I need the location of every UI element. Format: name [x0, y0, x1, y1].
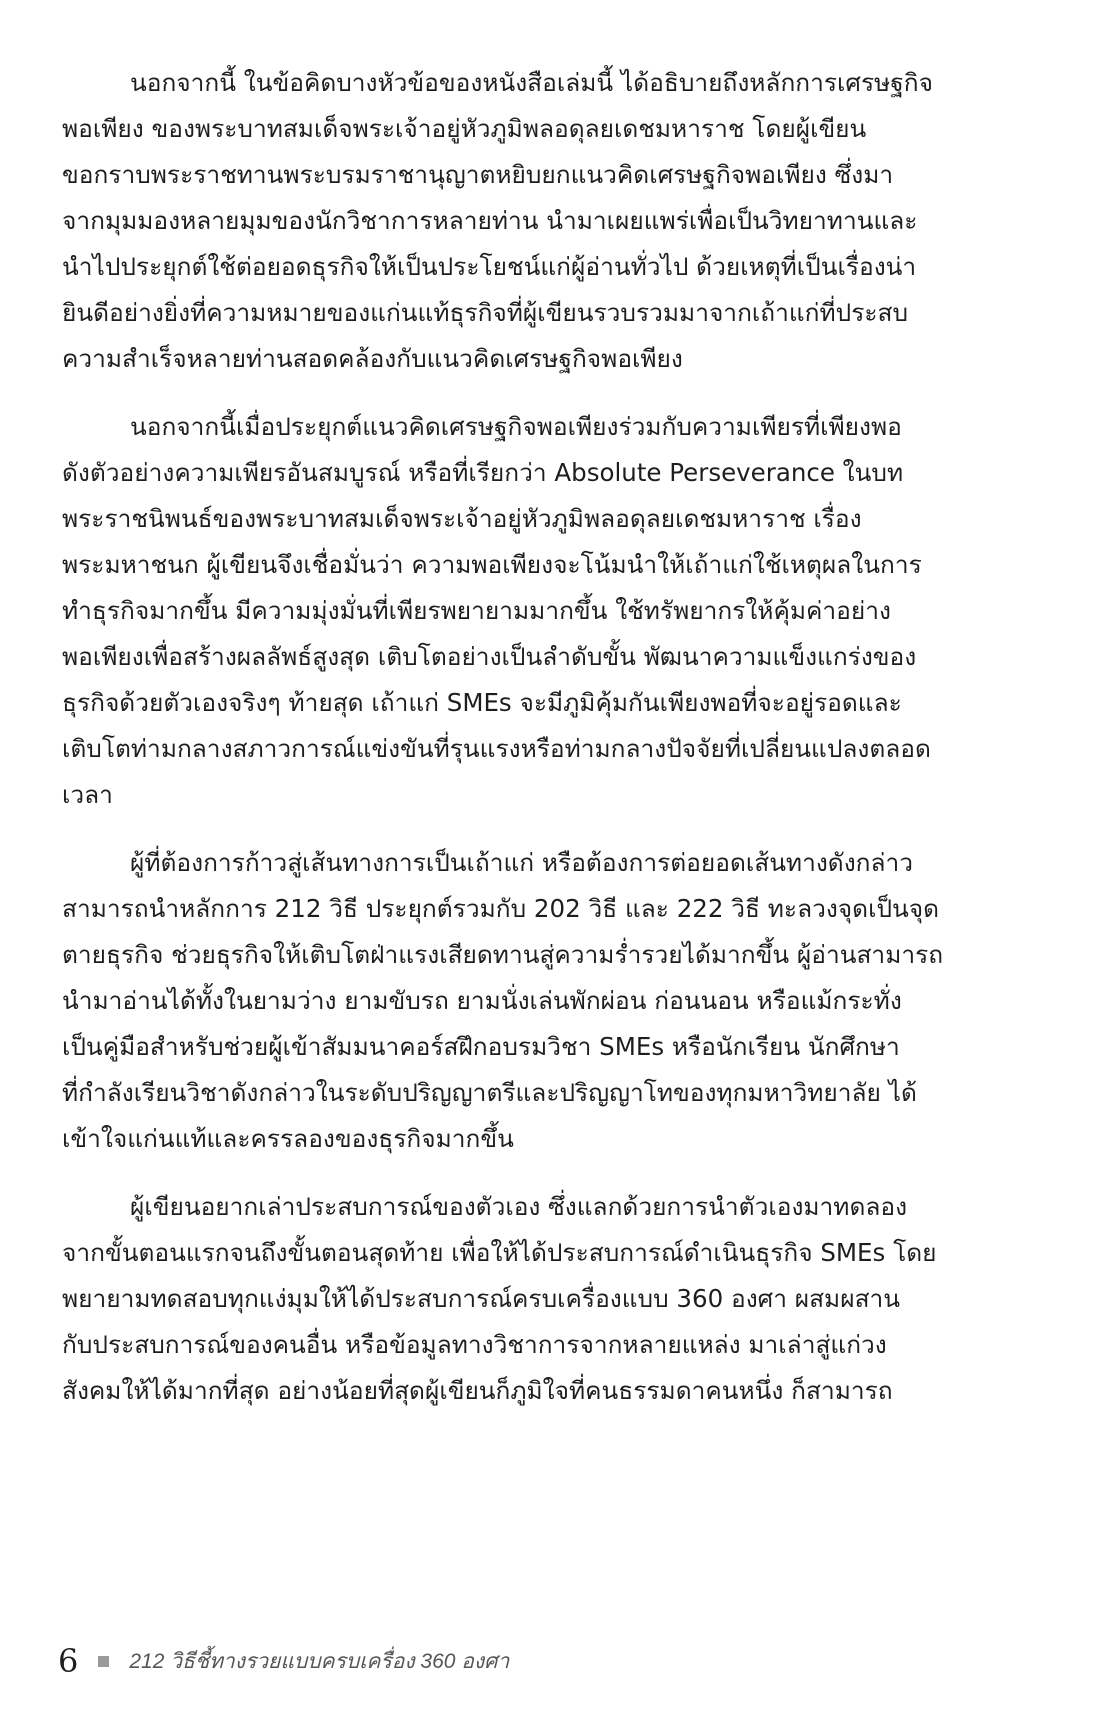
- paragraph-2: [62, 404, 1042, 818]
- text-line: ดังตัวอย่างความเพียรอันสมบูรณ์ หรือที่เรียกว่า Absolute Perseverance ในบท: [62, 458, 904, 487]
- text-line: นำไปประยุกต์ใช้ต่อยอดธุรกิจให้เป็นประโยชน์แก่ผู้อ่านทั่วไป ด้วยเหตุที่เป็นเรื่องน่า: [62, 252, 917, 281]
- text-line: พอเพียง ของพระบาทสมเด็จพระเจ้าอยู่หัวภูมิพลอดุลยเดชมหาราช โดยผู้เขียน: [62, 114, 867, 143]
- text-line: จากมุมมองหลายมุมของนักวิชาการหลายท่าน นำมาเผยแพร่เพื่อเป็นวิทยาทานและ: [62, 206, 918, 235]
- text-line: กับประสบการณ์ของคนอื่น หรือข้อมูลทางวิชาการจากหลายแหล่ง มาเล่าสู่แก่วง: [62, 1330, 887, 1359]
- text-line: ขอกราบพระราชทานพระบรมราชานุญาตหยิบยกแนวคิดเศรษฐกิจพอเพียง ซึ่งมา: [62, 160, 894, 189]
- text-line: สังคมให้ได้มากที่สุด อย่างน้อยที่สุดผู้เขียนก็ภูมิใจที่คนธรรมดาคนหนึ่ง ก็สามารถ: [62, 1376, 893, 1405]
- text-line: จากขั้นตอนแรกจนถึงขั้นตอนสุดท้าย เพื่อให้ได้ประสบการณ์ดำเนินธุรกิจ SMEs โดย: [62, 1238, 937, 1267]
- text-line: ยินดีอย่างยิ่งที่ความหมายของแก่นแท้ธุรกิจที่ผู้เขียนรวบรวมมาจากเถ้าแก่ที่ประสบ: [62, 298, 909, 327]
- text-line: ที่กำลังเรียนวิชาดังกล่าวในระดับปริญญาตรีและปริญญาโทของทุกมหาวิทยาลัย ได้: [62, 1078, 917, 1107]
- running-title: 212 วิธีชี้ทางรวยแบบครบเครื่อง 360 องศา: [129, 1649, 510, 1673]
- text-line: เป็นคู่มือสำหรับช่วยผู้เข้าสัมมนาคอร์สฝึกอบรมวิชา SMEs หรือนักเรียน นักศึกษา: [62, 1032, 900, 1061]
- text-line: ตายธุรกิจ ช่วยธุรกิจให้เติบโตฝ่าแรงเสียดทานสู่ความร่ำรวยได้มากขึ้น ผู้อ่านสามารถ: [62, 940, 944, 969]
- square-bullet-icon: [98, 1656, 109, 1667]
- text-line: ผู้เขียนอยากเล่าประสบการณ์ของตัวเอง ซึ่งแลกด้วยการนำตัวเองมาทดลอง: [130, 1192, 908, 1221]
- text-line: นอกจากนี้ ในข้อคิดบางหัวข้อของหนังสือเล่มนี้ ได้อธิบายถึงหลักการเศรษฐกิจ: [130, 68, 933, 97]
- text-line: พยายามทดสอบทุกแง่มุมให้ได้ประสบการณ์ครบเครื่องแบบ 360 องศา ผสมผสาน: [62, 1284, 901, 1313]
- text-line: สามารถนำหลักการ 212 วิธี ประยุกต์รวมกับ 202 วิธี และ 222 วิธี ทะลวงจุดเป็นจุด: [62, 894, 940, 923]
- text-line: เข้าใจแก่นแท้และครรลองของธุรกิจมากขึ้น: [62, 1124, 514, 1153]
- text-line: ธุรกิจด้วยตัวเองจริงๆ ท้ายสุด เถ้าแก่ SMEs จะมีภูมิคุ้มกันเพียงพอที่จะอยู่รอดและ: [62, 688, 902, 717]
- text-line: ผู้ที่ต้องการก้าวสู่เส้นทางการเป็นเถ้าแก่ หรือต้องการต่อยอดเส้นทางดังกล่าว: [130, 848, 914, 877]
- text-line: พระราชนิพนธ์ของพระบาทสมเด็จพระเจ้าอยู่หัวภูมิพลอดุลยเดชมหาราช เรื่อง: [62, 504, 862, 533]
- page-number: 6: [58, 1642, 79, 1680]
- text-line: ทำธุรกิจมากขึ้น มีความมุ่งมั่นที่เพียรพยายามมากขึ้น ใช้ทรัพยากรให้คุ้มค่าอย่าง: [62, 596, 891, 625]
- text-line: เติบโตท่ามกลางสภาวการณ์แข่งขันที่รุนแรงหรือท่ามกลางปัจจัยที่เปลี่ยนแปลงตลอด: [62, 734, 931, 763]
- text-line: นอกจากนี้เมื่อประยุกต์แนวคิดเศรษฐกิจพอเพียงร่วมกับความเพียรที่เพียงพอ: [130, 412, 902, 441]
- text-line: พอเพียงเพื่อสร้างผลลัพธ์สูงสุด เติบโตอย่างเป็นลำดับขั้น พัฒนาความแข็งแกร่งของ: [62, 642, 917, 671]
- text-line: ความสำเร็จหลายท่านสอดคล้องกับแนวคิดเศรษฐกิจพอเพียง: [62, 344, 683, 373]
- paragraph-3: [62, 840, 1042, 1162]
- text-line: นำมาอ่านได้ทั้งในยามว่าง ยามขับรถ ยามนั่งเล่นพักผ่อน ก่อนนอน หรือแม้กระทั่ง: [62, 986, 902, 1015]
- text-line: เวลา: [62, 780, 113, 809]
- body-text: [62, 60, 1042, 1436]
- paragraph-1: [62, 60, 1042, 382]
- page-footer: [58, 1641, 509, 1681]
- text-line: พระมหาชนก ผู้เขียนจึงเชื่อมั่นว่า ความพอเพียงจะโน้มนำให้เถ้าแก่ใช้เหตุผลในการ: [62, 550, 922, 579]
- paragraph-4: [62, 1184, 1042, 1414]
